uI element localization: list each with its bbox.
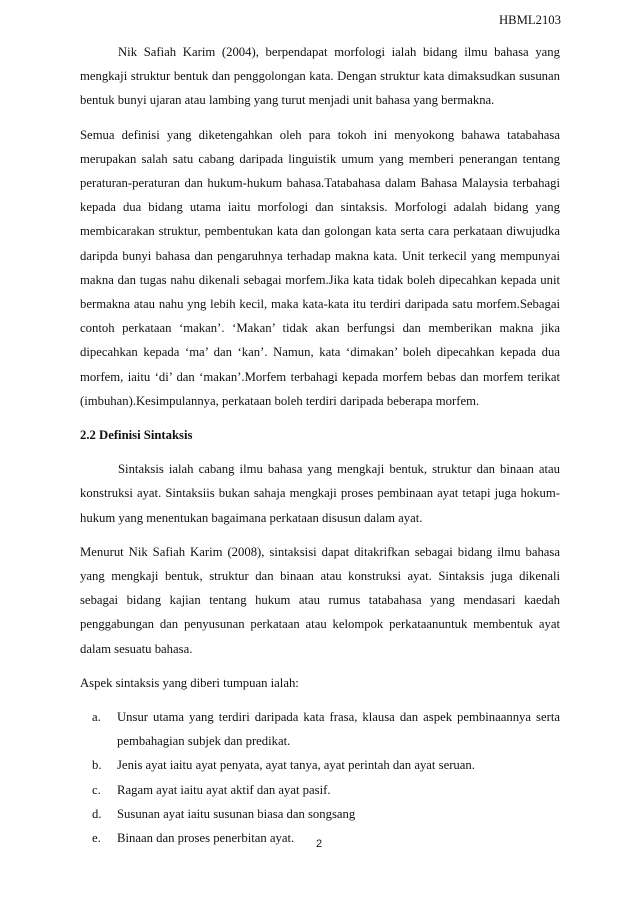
page-number: 2 xyxy=(315,838,323,850)
aspek-sintaksis-list xyxy=(80,705,560,850)
list-marker: e. xyxy=(92,831,101,846)
paragraph-sintaksis-definition: Sintaksis ialah cabang ilmu bahasa yang mengkaji bentuk, struktur dan binaan atau konstruksi ayat. Sintaksiis bukan sahaja mengkaji proses pembinaan ayat tetapi juga hokum-hukum yang menentukan bagaimana perkataan disusun dalam ayat. xyxy=(80,462,560,525)
list-marker: d. xyxy=(92,806,102,821)
list-item-text: Unsur utama yang terdiri daripada kata frasa, klausa dan aspek pembinaannya serta pembahagian subjek dan predikat. xyxy=(117,710,560,749)
list-item xyxy=(80,753,560,777)
paragraph-morfologi-definition: Nik Safiah Karim (2004), berpendapat morfologi ialah bidang ilmu bahasa yang mengkaji struktur bentuk dan penggolongan kata. Dengan struktur kata dimaksudkan susunan bentuk bunyi ujaran atau lambing yang turut menjadi unit bahasa yang bermakna. xyxy=(80,45,560,108)
list-item xyxy=(80,705,560,753)
paragraph-aspek-intro: Aspek sintaksis yang diberi tumpuan ialah: xyxy=(80,675,299,690)
list-marker: c. xyxy=(92,782,101,797)
list-item-text: Ragam ayat iaitu ayat aktif dan ayat pasif. xyxy=(117,782,331,797)
list-item xyxy=(80,778,560,802)
paragraph-nik-safiah-2008: Menurut Nik Safiah Karim (2008), sintaksisi dapat ditakrifkan sebagai bidang ilmu bahasa yang mengkaji bentuk, struktur dan binaan atau konstruksi ayat. Sintaksis juga dikenali sebagai bidang kajian tentang hukum atau rumus tatabahasa yang mendasari kaedah penggabungan dan penyusunan perkataan atau kelompok perkataanuntuk membentuk ayat dalam sesuatu bahasa. xyxy=(80,544,560,656)
list-marker: b. xyxy=(92,758,102,773)
section-heading: 2.2 Definisi Sintaksis xyxy=(80,428,193,443)
list-item xyxy=(80,802,560,826)
page-content xyxy=(80,40,560,850)
list-item-text: Binaan dan proses penerbitan ayat. xyxy=(117,831,295,846)
paragraph-tatabahasa: Semua definisi yang diketengahkan oleh para tokoh ini menyokong bahawa tatabahasa merupakan salah satu cabang daripada linguistik umum yang memberi penerangan tentang peraturan-peraturan dan hukum-hukum bahasa.Tatabahasa dalam Bahasa Malaysia terbahagi kepada dua bidang utama iaitu morfologi dan sintaksis. Morfologi adalah bidang yang membicarakan struktur, pembentukan kata dan golongan kata serta cara perkataan diwujudka daripda bunyi bahasa dan pengaruhnya terhadap makna kata. Unit terkecil yang mempunyai makna dan tugas nahu dikenali sebagai morfem.Jika kata tidak boleh dipecahkan kepada unit bermakna atau nahu yng lebih kecil, maka kata-kata itu terdiri daripada satu morfem.Sebagai contoh perkataan ‘makan’. ‘Makan’ tidak akan berfungsi dan memberikan makna jika dipecahkan kepada ‘ma’ dan ‘kan’. Namun, kata ‘dimakan’ boleh dipecahkan kepada dua morfem, iaitu ‘di’ dan ‘makan’.Morfem terbahagi kepada morfem bebas dan morfem terikat (imbuhan).Kesimpulannya, perkataan boleh terdiri daripada beberapa morfem. xyxy=(80,127,560,408)
list-item-text: Jenis ayat iaitu ayat penyata, ayat tanya, ayat perintah dan ayat seruan. xyxy=(117,758,475,773)
list-item-text: Susunan ayat iaitu susunan biasa dan songsang xyxy=(117,806,356,821)
list-marker: a. xyxy=(92,710,101,725)
course-code-header: HBML2103 xyxy=(498,13,561,27)
